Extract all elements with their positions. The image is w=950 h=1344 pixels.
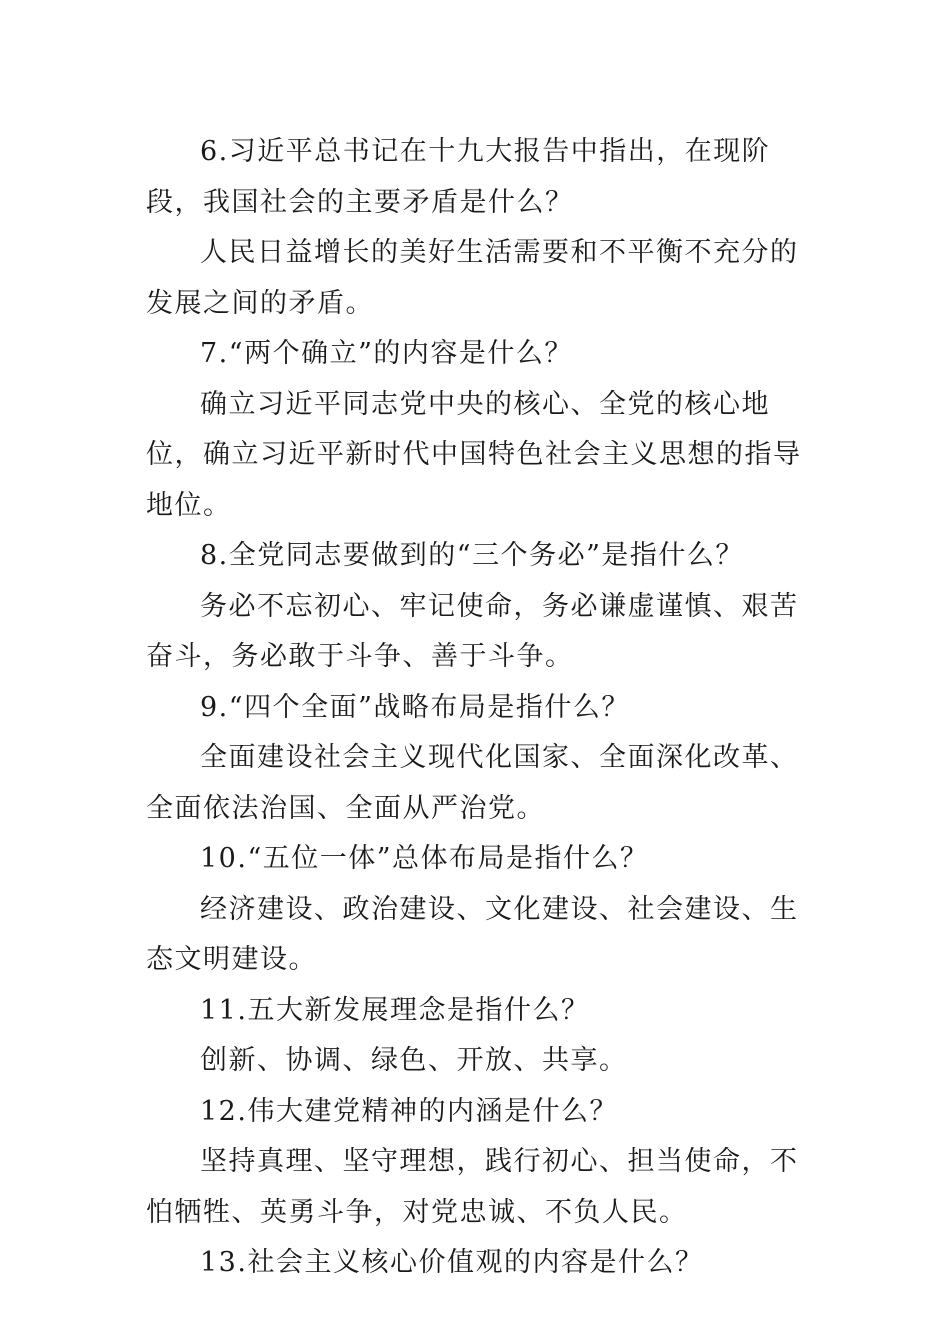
answer-6: 人民日益增长的美好生活需要和不平衡不充分的发展之间的矛盾。 (146, 237, 799, 319)
question-8: 8.全党同志要做到的“三个务必”是指什么？ (200, 540, 744, 571)
question-11: 11.五大新发展理念是指什么？ (200, 994, 590, 1026)
answer-8: 务必不忘初心、牢记使命，务必谦虚谨慎、艰苦奋斗，务必敢于斗争、善于斗争。 (146, 590, 799, 672)
answer-11: 创新、协调、绿色、开放、共享。 (200, 1045, 628, 1076)
question-6: 6.习近平总书记在十九大报告中指出，在现阶段，我国社会的主要矛盾是什么？ (146, 136, 771, 218)
question-12: 12.伟大建党精神的内涵是什么？ (200, 1095, 618, 1127)
answer-12: 坚持真理、坚守理想，践行初心、担当使命，不怕牺牲、英勇斗争，对党忠诚、不负人民。 (146, 1146, 799, 1228)
document-page (146, 127, 818, 1289)
question-13: 13.社会主义核心价值观的内容是什么？ (200, 1247, 704, 1278)
answer-9: 全面建设社会主义现代化国家、全面深化改革、全面依法治国、全面从严治党。 (146, 742, 799, 824)
answer-7: 确立习近平同志党中央的核心、全党的核心地位，确立习近平新时代中国特色社会主义思想的指导地位。 (146, 388, 802, 521)
answer-10: 经济建设、政治建设、文化建设、社会建设、生态文明建设。 (146, 893, 799, 975)
question-10: 10.“五位一体”总体布局是指什么？ (200, 843, 649, 874)
question-9: 9.“四个全面”战略布局是指什么？ (200, 691, 630, 723)
question-7: 7.“两个确立”的内容是什么？ (200, 338, 573, 369)
